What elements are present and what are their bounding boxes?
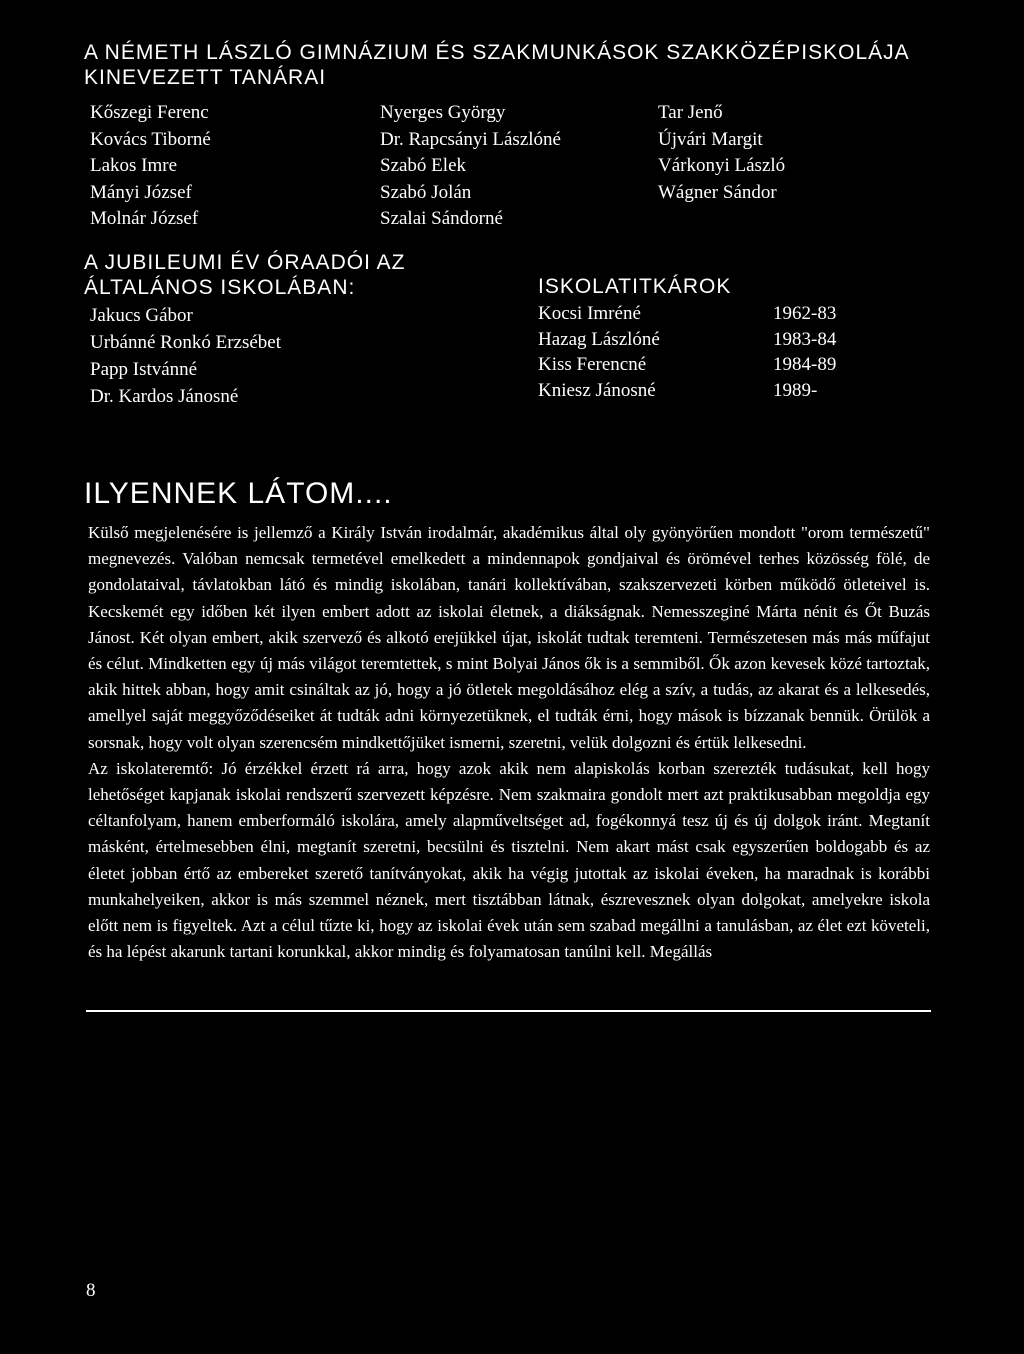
secretary-years: 1984-89: [773, 354, 837, 375]
article-paragraph: Külső megjelenésére is jellemző a Király István irodalmár, akadémikus által oly gyönyörűen mondott "orom természetű" megnevezés. Valóban nemcsak termetével emelkedett a mindennapok gondjaival és örömével terhes közösség fölé, de gondolataival, távlatokban látó és mindig iskolában, tanári kollektívában, szakszervezeti körben működő ötleteivel is. Kecskemét egy időben két ilyen embert adott az iskolai életnek, a diákságnak. Nemesszeginé Márta nénit és Őt Buzás Jánost. Két olyan embert, akik szervező és alkotó erejükkel újat, iskolát tudtak teremteni. Természetesen más más műfajut és célut. Mindketten egy új más világot teremtettek, s mint Bolyai János ők is a semmiből. Ők azon kevesek közé tartoztak, akik hittek abban, hogy amit csináltak az jó, hogy a jó ötletek megoldásához elég a szív, a tudás, az akarat és a lelkesedés, amellyel saját meggyőződéseiket át tudták adni környezetüknek, el tudták érni, hogy mások is bízzanak bennük. Örülök a sorsnak, hogy volt olyan szerencsém mindkettőjüket ismerni, szeretni, velük dolgozni és értük lelkesedni.: [88, 523, 930, 752]
teachers-column-1: [90, 100, 211, 233]
article-body: [88, 520, 930, 965]
jubilee-name: Dr. Kardos Jánosné: [90, 386, 239, 407]
teacher-name: Dr. Rapcsányi Lászlóné: [380, 128, 561, 150]
secretaries-table: [538, 301, 938, 403]
teacher-name: Kőszegi Ferenc: [90, 102, 209, 123]
page-number: 8: [86, 1280, 96, 1301]
secretary-name: Kniesz Jánosné: [538, 379, 656, 401]
secretaries-heading: ISKOLATITKÁROK: [538, 275, 732, 298]
secretary-row: [538, 352, 938, 378]
secretary-row: [538, 327, 938, 353]
jubilee-name: Urbánné Ronkó Erzsébet: [90, 332, 281, 353]
article-title: ILYENNEK LÁTOM....: [84, 477, 393, 510]
secretaries-section: [538, 274, 938, 403]
secretary-name: Hazag Lászlóné: [538, 328, 660, 350]
school-heading: A NÉMETH LÁSZLÓ GIMNÁZIUM ÉS SZAKMUNKÁSOK SZAKKÖZÉPISKOLÁJA KINEVEZETT TANÁRAI: [84, 41, 909, 89]
teacher-name: Molnár József: [90, 208, 199, 229]
secretary-years: 1962-83: [773, 303, 837, 324]
jubilee-name: Papp Istvánné: [90, 359, 198, 380]
teacher-name: Kovács Tiborné: [90, 128, 211, 150]
bottom-divider: [86, 1010, 931, 1012]
secretary-years: 1989-: [773, 379, 818, 401]
secretary-years: 1983-84: [773, 328, 837, 350]
secretary-row: [538, 301, 938, 327]
teachers-column-3: [658, 100, 785, 206]
jubilee-name: Jakucs Gábor: [90, 305, 193, 326]
teacher-name: Szalai Sándorné: [380, 208, 503, 229]
jubilee-section: [84, 250, 444, 410]
teacher-name: Nyerges György: [380, 102, 506, 123]
secretary-name: Kiss Ferencné: [538, 354, 647, 375]
teacher-name: Tar Jenő: [658, 102, 723, 123]
secretary-row: [538, 378, 938, 404]
teacher-name: Szabó Elek: [380, 155, 467, 176]
teacher-name: Wágner Sándor: [658, 181, 777, 203]
secretary-name: Kocsi Imréné: [538, 303, 641, 324]
teacher-name: Mányi József: [90, 181, 192, 203]
teachers-column-2: [380, 100, 561, 233]
article-paragraph: Az iskolateremtő: Jó érzékkel érzett rá arra, hogy azok akik nem alapiskolás korban szerezték tudásukat, kell hogy lehetőséget kapjanak iskolai rendszerű szervezett képzésre. Nem szakmaira gondolt mert azt praktikusabban megoldja egy céltanfolyam, hanem emberformáló iskolára, amely alapműveltséget ad, fogékonnyá tesz új és új dolgok iránt. Megtanít másként, értelmesebben élni, megtanít szeretni, becsülni és tisztelni. Nem akart mást csak egyszerűen boldogabb és az életet jobban értő az embereket szerető tanítványokat, akik ha végig jutottak az iskolai éveken, ha maradnak is korábbi munkahelyeiken, akkor is más szemmel néznek, mert tisztábban látnak, észrevesznek olyan dolgokat, amelyekre iskola előtt nem is figyeltek. Azt a célul tűzte ki, hogy az iskolai évek után sem szabad megállni a tanulásban, az élet ezt követeli, és ha lépést akarunk tartani korunkkal, akkor mindig és folyamatosan tanúlni kell. Megállás: [88, 758, 930, 962]
teacher-name: Újvári Margit: [658, 128, 763, 150]
teacher-name: Várkonyi László: [658, 155, 786, 176]
teacher-name: Lakos Imre: [90, 155, 178, 176]
teacher-name: Szabó Jolán: [380, 181, 472, 203]
jubilee-heading: A JUBILEUMI ÉV ÓRAADÓI AZ ÁLTALÁNOS ISKOLÁBAN:: [84, 251, 406, 299]
jubilee-names: [84, 302, 444, 410]
